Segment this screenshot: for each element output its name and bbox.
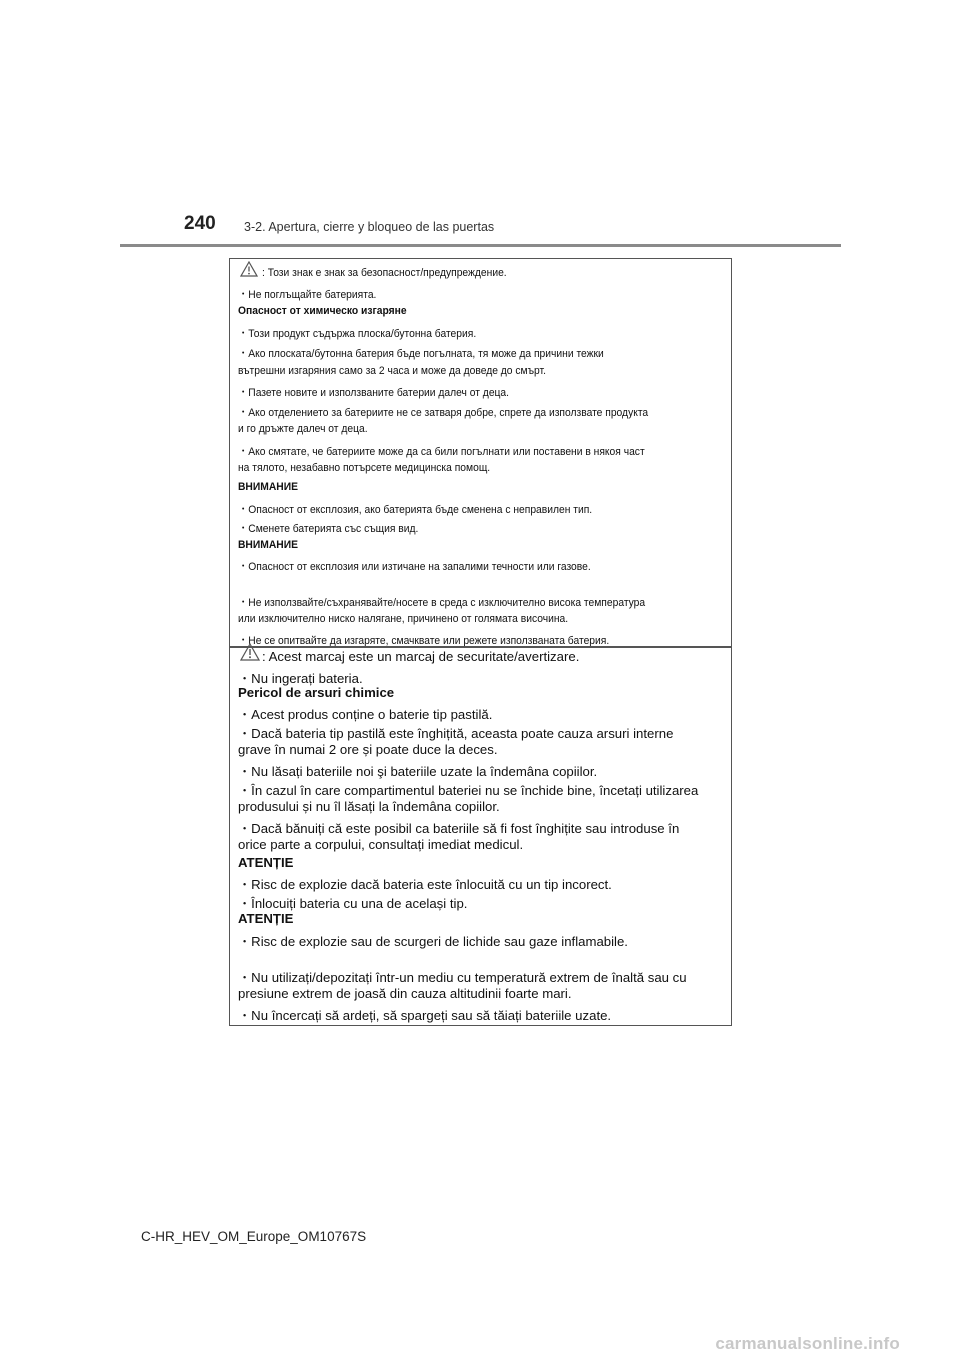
notice-line: orice parte a corpului, consultați imediat medicul. <box>238 837 524 852</box>
notice-line: ・Nu utilizați/depozitați într-un mediu cu temperatură extrem de înaltă sau cu <box>238 970 687 985</box>
notice-heading: ATENȚIE <box>238 911 294 926</box>
notice-line: ・Risc de explozie sau de scurgeri de lichide sau gaze inflamabile. <box>238 934 628 949</box>
notice-line: ・Не се опитвайте да изгаряте, смачквате или режете използваната батерия. <box>238 635 610 647</box>
notice-line: ・Пазете новите и използваните батерии далеч от деца. <box>238 387 510 399</box>
warning-triangle-icon <box>240 643 260 661</box>
notice-line: ・Ако плоската/бутонна батерия бъде погълната, тя може да причини тежки <box>238 348 604 360</box>
site-watermark: carmanualsonline.info <box>715 1334 900 1353</box>
notice-line: grave în numai 2 ore și poate duce la deces. <box>238 742 498 757</box>
notice-line: ・Nu încercați să ardeți, să spargeți sau să tăiați bateriile uzate. <box>238 1008 612 1023</box>
notice-line: или изключително ниско налягане, причинено от голямата височина. <box>238 613 569 625</box>
notice-line: и го дръжте далеч от деца. <box>238 423 368 435</box>
notice-line: ・Опасност от експлозия, ако батерията бъде сменена с неправилен тип. <box>238 504 593 516</box>
notice-line: produsului și nu îl lăsați la îndemâna copiilor. <box>238 799 500 814</box>
notice-line: ・Dacă bănuiți că este posibil ca bateriile să fi fost înghițite sau introduse în <box>238 821 680 836</box>
notice-line: ・Ако отделението за батериите не се затваря добре, спрете да използвате продукта <box>238 407 649 419</box>
notice-line: : Acest marcaj este un marcaj de securitate/avertizare. <box>262 649 580 664</box>
page-number: 240 <box>184 213 216 234</box>
notice-heading: Опасност от химическо изгаряне <box>238 305 407 317</box>
warning-triangle-icon <box>240 261 258 277</box>
notice-line: ・Този продукт съдържа плоска/бутонна батерия. <box>238 328 477 340</box>
notice-line: ・Не поглъщайте батерията. <box>238 289 377 301</box>
notice-line: вътрешни изгаряния само за 2 часа и може да доведе до смърт. <box>238 365 546 377</box>
notice-line: ・Risc de explozie dacă bateria este înlocuită cu un tip incorect. <box>238 877 612 892</box>
header-divider <box>120 244 841 247</box>
notice-line: на тялото, незабавно потърсете медицинска помощ. <box>238 462 491 474</box>
notice-line: ・Dacă bateria tip pastilă este înghițită, aceasta poate cauza arsuri interne <box>238 726 674 741</box>
section-title: 3-2. Apertura, cierre y bloqueo de las puertas <box>244 220 495 234</box>
notice-line: presiune extrem de joasă din cauza altitudinii foarte mari. <box>238 986 572 1001</box>
notice-box-bulgarian <box>229 258 732 648</box>
notice-line: ・Nu ingerați bateria. <box>238 671 363 686</box>
notice-line: ・Сменете батерията със същия вид. <box>238 523 419 535</box>
notice-heading: ВНИМАНИЕ <box>238 539 298 551</box>
notice-line: ・Не използвайте/съхранявайте/носете в среда с изключително висока температура <box>238 597 646 609</box>
notice-line: ・Înlocuiți bateria cu una de același tip. <box>238 896 468 911</box>
notice-heading: ATENȚIE <box>238 855 294 870</box>
notice-line: ・În cazul în care compartimentul bateriei nu se închide bine, încetați utilizarea <box>238 783 699 798</box>
notice-heading: ВНИМАНИЕ <box>238 481 298 493</box>
notice-heading: Pericol de arsuri chimice <box>238 685 395 700</box>
notice-line: ・Ако смятате, че батериите може да са били погълнати или поставени в някоя част <box>238 446 645 458</box>
notice-line: ・Acest produs conține o baterie tip pastilă. <box>238 707 493 722</box>
document-code: C-HR_HEV_OM_Europe_OM10767S <box>141 1229 367 1244</box>
notice-box-romanian <box>229 646 732 1026</box>
notice-line: : Този знак е знак за безопасност/предупреждение. <box>262 267 507 279</box>
notice-line: ・Nu lăsați bateriile noi şi bateriile uzate la îndemâna copiilor. <box>238 764 598 779</box>
notice-line: ・Опасност от експлозия или изтичане на запалими течности или газове. <box>238 561 591 573</box>
